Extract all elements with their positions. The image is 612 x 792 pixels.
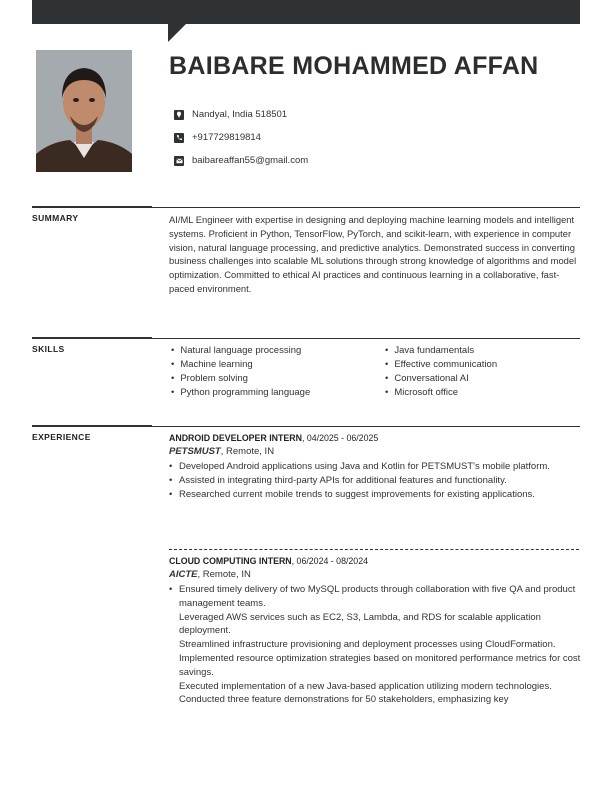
summary-divider	[152, 207, 580, 208]
job-dates: , 04/2025 - 06/2025	[301, 433, 379, 443]
job-bullet: Executed implementation of a new Java-based application utilizing modern technologies.	[179, 680, 552, 692]
profile-photo	[36, 50, 132, 172]
email-icon	[174, 156, 184, 166]
skills-title: SKILLS	[32, 344, 65, 354]
job-title-line	[169, 555, 581, 568]
summary-text: AI/ML Engineer with expertise in designing and deploying machine learning models and intelligent systems. Proficient in Python, TensorFlow, PyTorch, and scikit-learn, with experience in computer vision, natural language processing, and predictive analytics. Demonstrated success in converting business challenges into scalable ML solutions through strong knowledge of algorithms and model optimization. Committed to ethical AI practices and continuous learning in a collaborative, fast-paced environment.	[169, 214, 577, 294]
skill-item: • Effective communication	[385, 358, 497, 372]
phone-text: +917729819814	[192, 132, 261, 143]
contact-location	[174, 109, 287, 120]
job-dates: , 06/2024 - 08/2024	[291, 556, 368, 566]
header-notch	[168, 24, 186, 42]
job-company: PETSMUST	[169, 446, 221, 457]
skill-item: • Machine learning	[171, 358, 310, 372]
job-role: ANDROID DEVELOPER INTERN	[169, 433, 302, 443]
phone-icon	[174, 133, 184, 143]
experience-divider-thick	[32, 425, 152, 427]
job-bullet: • Developed Android applications using Java and Kotlin for PETSMUST's mobile platform.	[169, 460, 581, 474]
job-entry-2	[169, 555, 581, 707]
job-title-line	[169, 432, 581, 445]
job-company-line	[169, 445, 581, 458]
skill-item: • Python programming language	[171, 386, 310, 400]
candidate-name: BAIBARE MOHAMMED AFFAN	[169, 52, 539, 80]
skill-item: • Conversational AI	[385, 372, 497, 386]
skills-list-left	[171, 344, 310, 400]
job-location: , Remote, IN	[197, 569, 251, 580]
location-text: Nandyal, India 518501	[192, 109, 288, 120]
job-location: , Remote, IN	[220, 446, 275, 457]
map-pin-icon	[174, 110, 184, 120]
job-bullet: • Researched current mobile trends to suggest improvements for existing applications.	[169, 488, 581, 502]
job-bullets	[169, 583, 581, 707]
job-bullet: Conducted three feature demonstrations for 50 stakeholders, emphasizing key	[179, 694, 509, 706]
skill-item: • Natural language processing	[171, 344, 310, 358]
job-bullet: Leveraged AWS services such as EC2, S3, Lambda, and RDS for scalable application deployment.	[179, 611, 541, 637]
email-text: baibareaffan55@gmail.com	[192, 155, 309, 166]
summary-divider-thick	[32, 206, 152, 208]
skill-item: • Microsoft office	[385, 386, 497, 400]
job-bullet: Implemented resource optimization strategies based on monitored performance metrics for cost savings.	[179, 652, 581, 678]
job-company: AICTE	[169, 569, 198, 580]
job-role: CLOUD COMPUTING INTERN	[169, 556, 292, 566]
contact-email	[174, 155, 308, 166]
job-bullet: • Assisted in integrating third-party APIs for additional features and functionality.	[169, 474, 581, 488]
job-company-line	[169, 568, 581, 581]
job-separator	[169, 549, 579, 550]
experience-title: EXPERIENCE	[32, 432, 91, 442]
job-bullet: • Ensured timely delivery of two MySQL products through collaboration with five QA and product management teams.	[169, 583, 581, 611]
experience-divider	[152, 426, 580, 427]
skills-divider	[152, 338, 580, 339]
skill-item: • Java fundamentals	[385, 344, 497, 358]
job-bullets	[169, 460, 581, 501]
skill-item: • Problem solving	[171, 372, 310, 386]
job-entry-1	[169, 432, 581, 501]
summary-title: SUMMARY	[32, 213, 79, 223]
job-bullet: Streamlined infrastructure provisioning and deployment processes using CloudFormation.	[179, 639, 556, 651]
header-bar	[32, 0, 580, 24]
contact-phone	[174, 132, 261, 143]
skills-divider-thick	[32, 337, 152, 339]
skills-list-right	[385, 344, 497, 400]
